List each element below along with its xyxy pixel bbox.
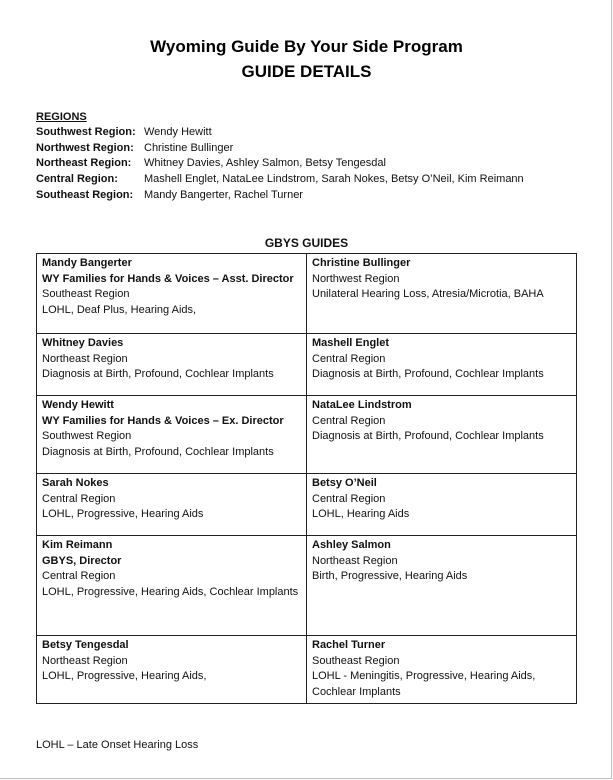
guide-details: Unilateral Hearing Loss, Atresia/Microtia, BAHA (312, 288, 544, 301)
guide-name: Wendy Hewitt (42, 399, 114, 411)
region-label: Southwest Region: (36, 126, 136, 138)
guide-region: Northeast Region (312, 554, 398, 567)
regions-heading: REGIONS (36, 111, 87, 123)
region-label: Central Region: (36, 173, 118, 186)
guide-region: Central Region (42, 570, 116, 583)
guide-cell (307, 474, 577, 536)
guide-role: WY Families for Hands & Voices – Ex. Director (42, 414, 284, 427)
guide-details: LOHL, Progressive, Hearing Aids, (42, 670, 207, 683)
guide-region: Southeast Region (42, 288, 130, 301)
region-row (36, 125, 524, 141)
guide-details: LOHL, Hearing Aids (312, 508, 410, 521)
region-label: Northeast Region: (36, 157, 132, 170)
guide-region: Southwest Region (42, 430, 132, 443)
guide-cell (37, 334, 307, 396)
guide-region: Central Region (312, 414, 386, 427)
guide-region: Northeast Region (42, 352, 128, 365)
guide-cell (37, 396, 307, 474)
document-subtitle: GUIDE DETAILS (241, 62, 372, 81)
guide-role: WY Families for Hands & Voices – Asst. Director (42, 272, 294, 285)
region-row (36, 141, 524, 157)
guide-cell (307, 396, 577, 474)
guide-name: Rachel Turner (312, 639, 386, 651)
region-names: Mandy Bangerter, Rachel Turner (144, 188, 303, 201)
guide-row (37, 536, 577, 636)
region-row (36, 156, 524, 172)
guide-name: Mashell Englet (312, 337, 390, 349)
region-row (36, 172, 524, 188)
guides-heading: GBYS GUIDES (264, 236, 349, 250)
regions-section (36, 110, 524, 203)
guide-cell (307, 536, 577, 636)
guides-table (36, 253, 577, 704)
guide-details: Diagnosis at Birth, Profound, Cochlear Implants (42, 445, 274, 458)
document-title: Wyoming Guide By Your Side Program (150, 37, 463, 56)
guide-details: LOHL - Meningitis, Progressive, Hearing Aids, Cochlear Implants (312, 670, 536, 698)
guide-cell (37, 636, 307, 704)
guide-cell (307, 334, 577, 396)
region-label: Northwest Region: (36, 141, 134, 154)
region-names: Christine Bullinger (144, 141, 234, 154)
guide-details: Diagnosis at Birth, Profound, Cochlear Implants (312, 368, 544, 381)
region-names: Wendy Hewitt (144, 126, 212, 138)
guide-region: Southeast Region (312, 654, 400, 667)
guides-table-body (37, 254, 577, 704)
guide-name: NataLee Lindstrom (312, 399, 412, 411)
guide-row (37, 396, 577, 474)
guide-details: LOHL, Progressive, Hearing Aids, Cochlear Implants (42, 585, 299, 598)
guide-region: Central Region (312, 492, 386, 505)
region-names: Whitney Davies, Ashley Salmon, Betsy Tengesdal (144, 157, 386, 170)
guide-region: Northwest Region (312, 272, 400, 285)
guide-name: Sarah Nokes (42, 477, 109, 489)
guide-row (37, 636, 577, 704)
guide-region: Central Region (42, 492, 116, 505)
guide-details: Diagnosis at Birth, Profound, Cochlear Implants (312, 430, 544, 443)
guide-cell (37, 536, 307, 636)
guide-row (37, 474, 577, 536)
guide-name: Kim Reimann (42, 539, 113, 551)
guide-role: GBYS, Director (42, 554, 122, 567)
guide-cell (307, 636, 577, 704)
guide-name: Ashley Salmon (312, 539, 391, 551)
region-names: Mashell Englet, NataLee Lindstrom, Sarah Nokes, Betsy O’Neil, Kim Reimann (144, 173, 524, 186)
guide-name: Mandy Bangerter (42, 257, 132, 269)
guide-details: Birth, Progressive, Hearing Aids (312, 570, 468, 583)
guide-region: Central Region (312, 352, 386, 365)
guide-name: Whitney Davies (42, 337, 124, 349)
guide-name: Betsy O’Neil (312, 477, 377, 489)
region-row (36, 188, 524, 204)
guide-name: Betsy Tengesdal (42, 639, 129, 651)
guide-details: LOHL, Deaf Plus, Hearing Aids, (42, 303, 197, 316)
guide-row (37, 254, 577, 334)
region-label: Southeast Region: (36, 188, 134, 201)
guide-name: Christine Bullinger (312, 257, 411, 269)
guide-cell (307, 254, 577, 334)
guide-cell (37, 254, 307, 334)
guide-region: Northeast Region (42, 654, 128, 667)
guide-details: Diagnosis at Birth, Profound, Cochlear Implants (42, 368, 274, 381)
footnote: LOHL – Late Onset Hearing Loss (36, 739, 199, 751)
guide-details: LOHL, Progressive, Hearing Aids (42, 508, 204, 521)
guide-row (37, 334, 577, 396)
guide-cell (37, 474, 307, 536)
